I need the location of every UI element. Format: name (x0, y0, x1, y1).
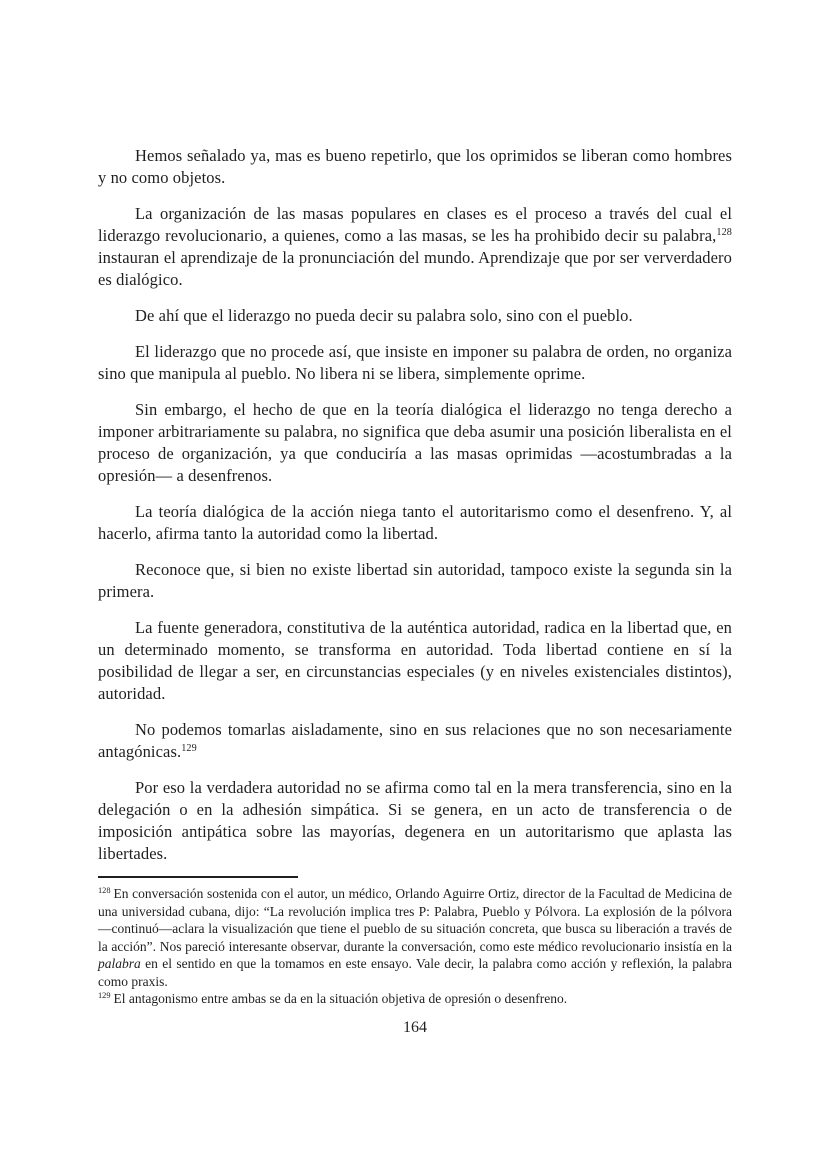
text-run: en el sentido en que la tomamos en este ensayo. Vale decir, la palabra como acción y reflexión, la palabra como praxis. (98, 956, 732, 989)
body-paragraph (98, 719, 732, 763)
text-run: El liderazgo que no procede así, que insiste en imponer su palabra de orden, no organiza sino que manipula al pueblo. No libera ni se libera, simplemente oprime. (98, 342, 732, 383)
text-run: Por eso la verdadera autoridad no se afirma como tal en la mera transferencia, sino en la delegación o en la adhesión simpática. Si se genera, en un acto de transferencia o de imposición antipática sobre las mayorías, degenera en un autoritarismo que aplasta las libertades. (98, 778, 732, 863)
body-paragraph (98, 203, 732, 291)
body-paragraph (98, 341, 732, 385)
footnote (98, 990, 732, 1008)
footnote-marker: 128 (98, 886, 111, 896)
body-paragraphs (98, 145, 732, 865)
text-run: El antagonismo entre ambas se da en la situación objetiva de opresión o desenfreno. (113, 991, 568, 1006)
body-paragraph (98, 617, 732, 705)
text-run: Sin embargo, el hecho de que en la teoría dialógica el liderazgo no tenga derecho a imponer arbitrariamente su palabra, no significa que deba asumir una posición liberalista en el proceso de organización, ya que conduciría a las masas oprimidas —acostumbradas a la opresión— a desenfrenos. (98, 400, 732, 485)
footnote-marker: 129 (98, 991, 111, 1001)
text-run: Reconoce que, si bien no existe libertad sin autoridad, tampoco existe la segunda sin la primera. (98, 560, 732, 601)
text-run: La fuente generadora, constitutiva de la auténtica autoridad, radica en la libertad que, en un determinado momento, se transforma en autoridad. Toda libertad contiene en sí la posibilidad de llegar a ser, en circunstancias especiales (y en niveles existenciales distintos), autoridad. (98, 618, 732, 703)
emphasis-text: palabra (98, 956, 141, 971)
page-number: 164 (403, 1018, 427, 1036)
footnote-ref: 128 (716, 227, 732, 239)
body-paragraph (98, 559, 732, 603)
text-run: De ahí que el liderazgo no pueda decir su palabra solo, sino con el pueblo. (135, 306, 633, 325)
text-run: No podemos tomarlas aisladamente, sino en sus relaciones que no son necesariamente antagónicas. (98, 720, 732, 761)
footnote-ref: 129 (181, 743, 197, 755)
body-paragraph (98, 399, 732, 487)
text-run: La organización de las masas populares en clases es el proceso a través del cual el liderazgo revolucionario, a quienes, como a las masas, se les ha prohibido decir su palabra, (98, 204, 732, 245)
body-paragraph (98, 777, 732, 865)
footnote (98, 885, 732, 990)
text-run: instauran el aprendizaje de la pronunciación del mundo. Aprendizaje que por ser ververdadero es dialógico. (98, 248, 732, 289)
body-paragraph (98, 501, 732, 545)
footnotes (98, 885, 732, 1008)
body-paragraph (98, 305, 732, 327)
text-run: Hemos señalado ya, mas es bueno repetirlo, que los oprimidos se liberan como hombres y no como objetos. (98, 146, 732, 187)
body-paragraph (98, 145, 732, 189)
text-run: La teoría dialógica de la acción niega tanto el autoritarismo como el desenfreno. Y, al hacerlo, afirma tanto la autoridad como la libertad. (98, 502, 732, 543)
footnote-separator (98, 876, 298, 878)
text-run: En conversación sostenida con el autor, un médico, Orlando Aguirre Ortiz, director de la Facultad de Medicina de una universidad cubana, dijo: “La revolución implica tres P: Palabra, Pueblo y Pólvora. La explosión de la pólvora —continuó—aclara la visualización que tiene el pueblo de su situación concreta, que busca su liberación a través de la acción”. Nos pareció interesante observar, durante la conversación, como este médico revolucionario insistía en la (98, 886, 732, 954)
